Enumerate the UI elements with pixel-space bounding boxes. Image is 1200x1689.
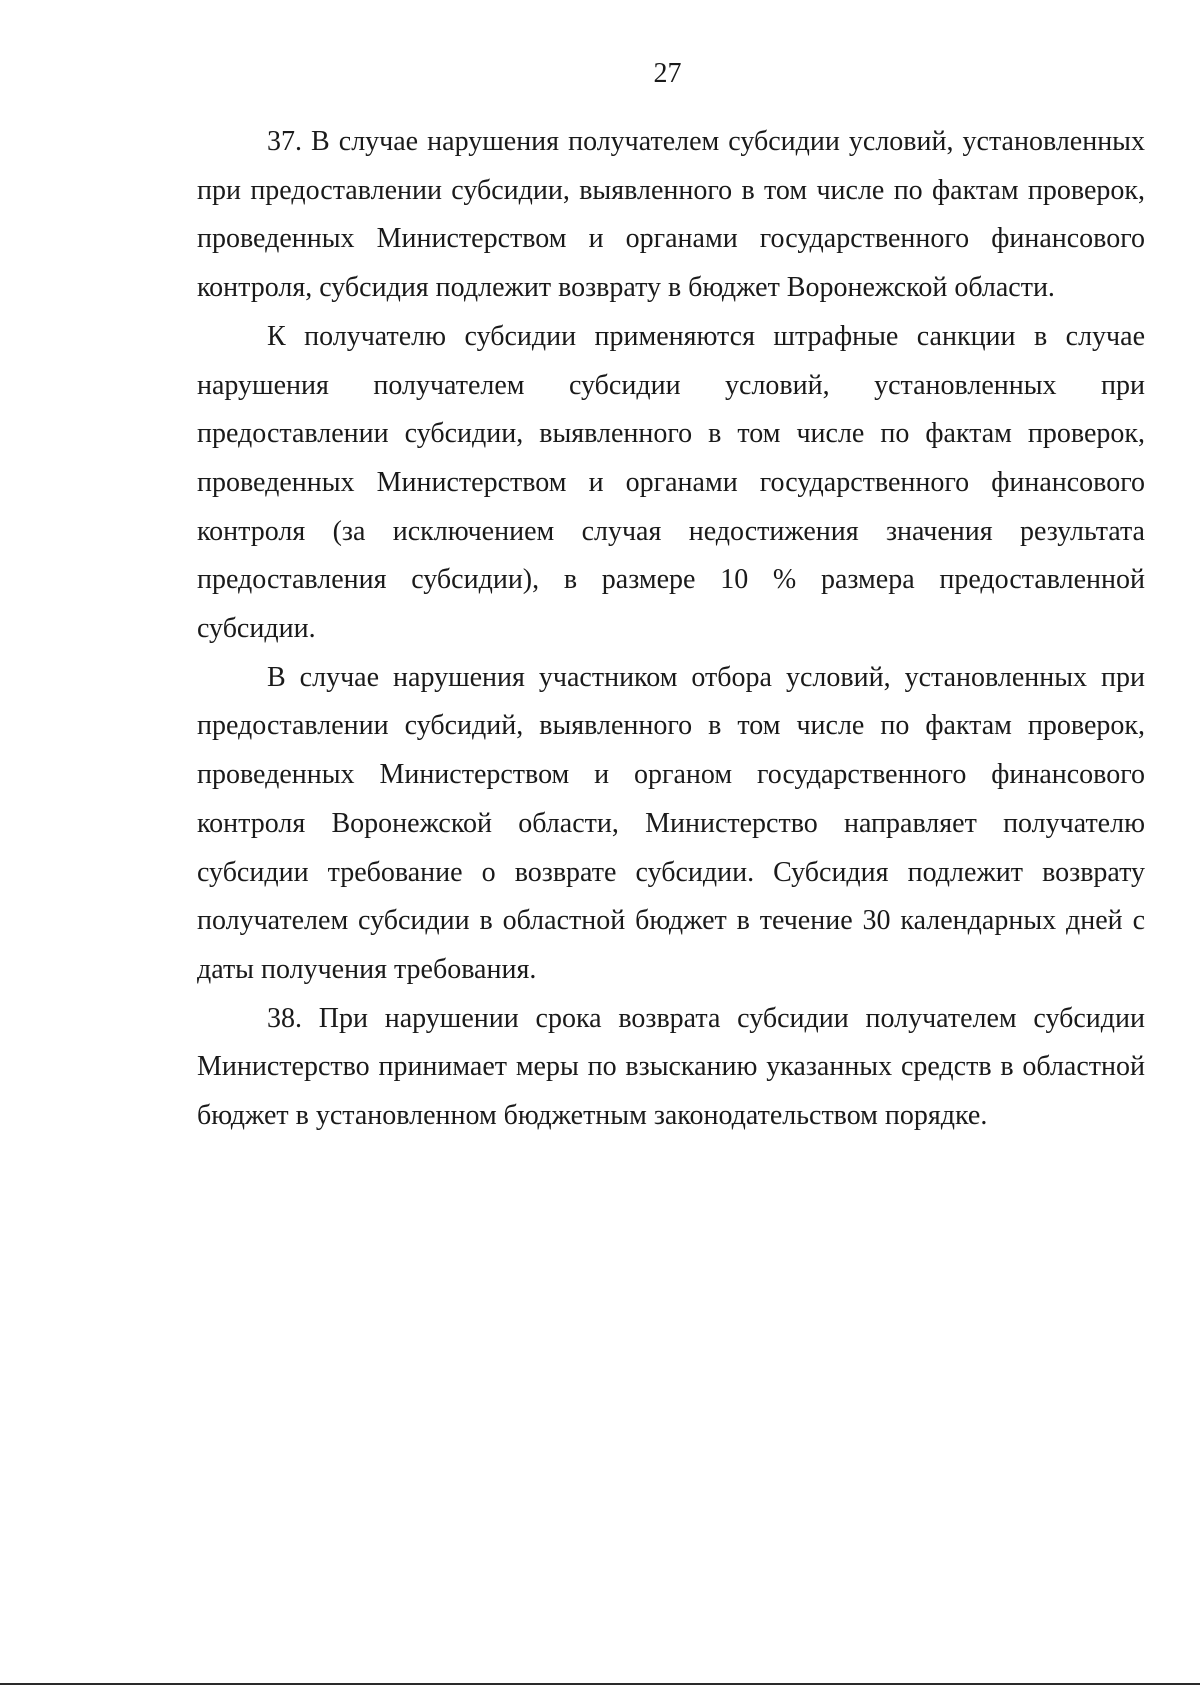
- page-number: 27: [653, 58, 682, 89]
- paragraph-penalties: К получателю субсидии применяются штрафные санкции в случае нарушения получателем субсидии условий, установленных при предоставлении субсидии, выявленного в том числе по фактам проверок, проведенных Министерством и органами государственного финансового контроля (за исключением случая недостижения значения результата предоставления субсидии), в размере 10 % размера предоставленной субсидии.: [197, 320, 1145, 645]
- document-body: [197, 118, 1145, 1141]
- paragraph-refund-demand: В случае нарушения участником отбора условий, установленных при предоставлении субсидий, выявленного в том числе по фактам проверок, проведенных Министерством и органом государственного финансового контроля Воронежской области, Министерство направляет получателю субсидии требование о возврате субсидии. Субсидия подлежит возврату получателем субсидии в областной бюджет в течение 30 календарных дней с даты получения требования.: [197, 661, 1145, 985]
- paragraph-38: 38. При нарушении срока возврата субсидии получателем субсидии Министерство принимает меры по взысканию указанных средств в областной бюджет в установленном бюджетным законодательством порядке.: [197, 1002, 1145, 1132]
- paragraph-37: 37. В случае нарушения получателем субсидии условий, установленных при предоставлении субсидии, выявленного в том числе по фактам проверок, проведенных Министерством и органами государственного финансового контроля, субсидия подлежит возврату в бюджет Воронежской области.: [197, 126, 1145, 304]
- page-bottom-border: [0, 1683, 1200, 1685]
